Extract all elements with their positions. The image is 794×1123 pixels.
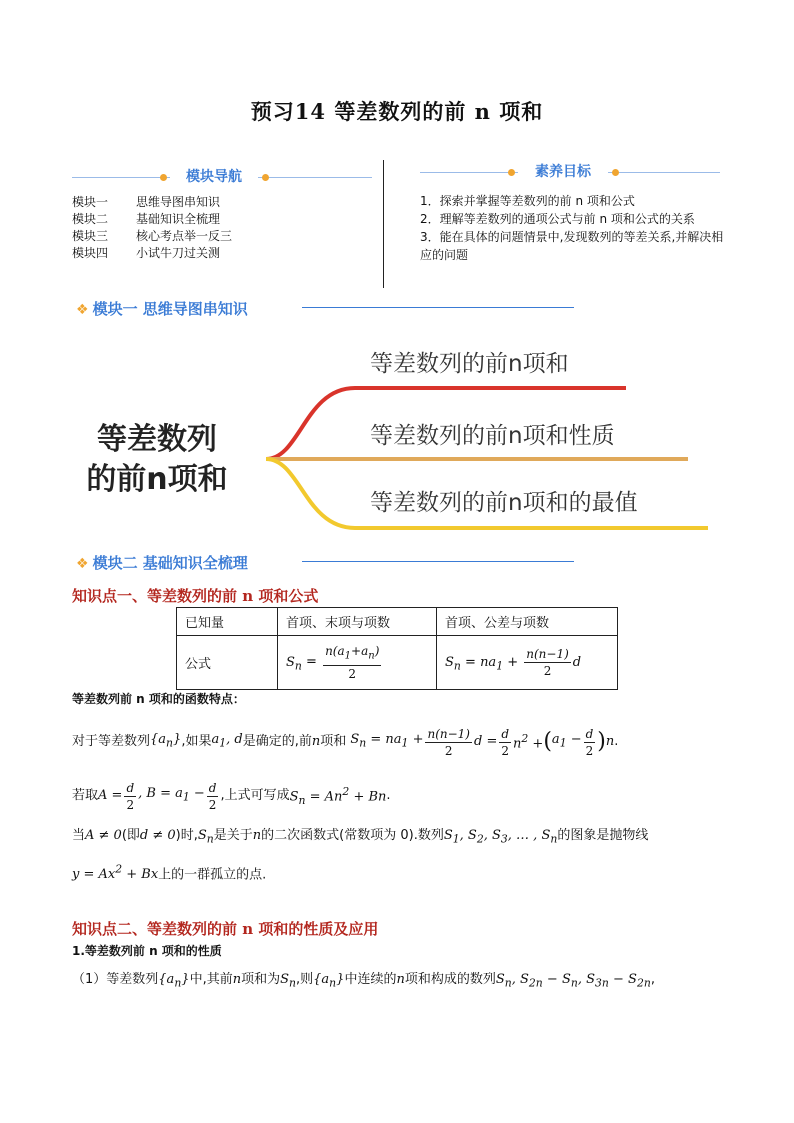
mindmap-center-line: 的前n项和: [86, 462, 228, 497]
diamond-icon: ❖: [76, 302, 89, 318]
text: 当: [72, 828, 86, 843]
text: 的二次函数式(常数项为 0).数列: [261, 828, 444, 843]
goal-item: 3．能在具体的问题情景中,发现数列的等差关系,并解决相应的问题: [420, 230, 724, 262]
text: 是确定的,前: [242, 734, 312, 749]
nav-item-label: 小试牛刀过关测: [136, 246, 221, 260]
mindmap-connectors: [0, 0, 794, 560]
formula-cell-1: $S_n$ = $\frac{n(a_1+a_n)}{2}$: [278, 636, 437, 690]
section-title: 模块二 基础知识全梳理: [92, 554, 248, 572]
mindmap-center-line: 等差数列: [97, 422, 217, 457]
text: (即: [121, 828, 140, 843]
text: ,上式可写成: [220, 788, 290, 803]
paragraph-5: （1）等差数列$\{a_n\}$中,其前n项和为$S_n$,则$\{a_n\}$中连续的n项和构成的数列$S_n$, $S_{2n} - S_n$, $S_{3n} - S_{2n}$,: [72, 972, 655, 990]
text: 项和构成的数列: [404, 972, 496, 987]
section-rule-2: [302, 561, 574, 562]
nav-item-label: 基础知识全梳理: [136, 212, 221, 226]
nav-item-key: 模块二: [72, 212, 109, 226]
knowledge-point-2-title: 知识点二、等差数列的前 n 项和的性质及应用: [72, 920, 379, 938]
property-subtitle: 1.等差数列前 n 项和的性质: [72, 944, 222, 958]
text: 的图象是抛物线: [557, 828, 649, 843]
paragraph-4: $y = Ax^2 + Bx$上的一群孤立的点.: [72, 863, 267, 883]
mindmap-branch-1: 等差数列的前n项和: [370, 351, 569, 377]
mindmap-branch-2: 等差数列的前n项和性质: [370, 423, 615, 449]
text: 项和为: [241, 972, 281, 987]
section-heading-2: [76, 552, 248, 573]
section-title: 模块一 思维导图串知识: [92, 300, 248, 318]
text: )时,: [175, 828, 198, 843]
page-title: 预习14 等差数列的前 n 项和: [250, 99, 544, 124]
paragraph-3: 当A ≠ 0(即d ≠ 0)时$,S_n$是关于n的二次函数式(常数项为 0).数列$S_1$, $S_2$, $S_3$, … , $S_n$的图象是抛物线: [72, 828, 649, 846]
nav-item-key: 模块四: [72, 246, 109, 260]
text: 中连续的: [344, 972, 397, 987]
text: 是关于: [213, 828, 253, 843]
text: （1）等差数列: [72, 972, 159, 987]
mindmap-branch-3: 等差数列的前n项和的最值: [370, 490, 638, 516]
table-row: [177, 636, 618, 690]
goals-header: 素养目标: [518, 161, 608, 183]
nav-item-label: 思维导图串知识: [136, 195, 221, 209]
text: 若取: [72, 788, 99, 803]
paragraph-2: 若取 A = $\frac{d}{2}$ , $B = a_1$ − $\frac{d}{2}$ ,上式可写成 $S_n = An^2 + Bn$ .: [72, 780, 391, 812]
knowledge-point-1-title: 知识点一、等差数列的前 n 项和公式: [72, 587, 319, 605]
table-row-label: 公式: [177, 636, 278, 690]
table-header-cell: 首项、公差与项数: [437, 608, 618, 636]
text: 项和: [320, 734, 347, 749]
goal-item: 2．理解等差数列的通项公式与前 n 项和公式的关系: [420, 212, 695, 226]
text: 中,其前: [189, 972, 233, 987]
formula-table: [176, 607, 618, 690]
text: ,则: [296, 972, 314, 987]
formula-cell-2: $S_n = na_1$ + $\frac{n(n-1)}{2}$ d: [437, 636, 618, 690]
function-feature-title: 等差数列前 n 项和的函数特点：: [72, 692, 245, 706]
text: ,如果: [181, 734, 212, 749]
table-header-cell: 首项、末项与项数: [278, 608, 437, 636]
paragraph-1: 对于等差数列 $\{a_n\}$ ,如果 $a_1$, d 是确定的,前 n 项和 $S_n = na_1$ + $\frac{n(n-1)}{2}$ d = $\frac{d}{2}$ $n^2$ + ( $a_1$ − $\frac{d}{2}$ ) n .: [72, 726, 619, 758]
text: 对于等差数列: [72, 734, 151, 749]
nav-header: 模块导航: [170, 166, 258, 188]
nav-item-label: 核心考点举一反三: [136, 229, 233, 243]
text: 上的一群孤立的点.: [158, 867, 267, 883]
goal-item: 1．探索并掌握等差数列的前 n 项和公式: [420, 194, 635, 208]
table-header-cell: 已知量: [177, 608, 278, 636]
table-header-row: [177, 608, 618, 636]
diamond-icon: ❖: [76, 556, 89, 572]
nav-item-key: 模块一: [72, 195, 109, 209]
nav-item-key: 模块三: [72, 229, 109, 243]
